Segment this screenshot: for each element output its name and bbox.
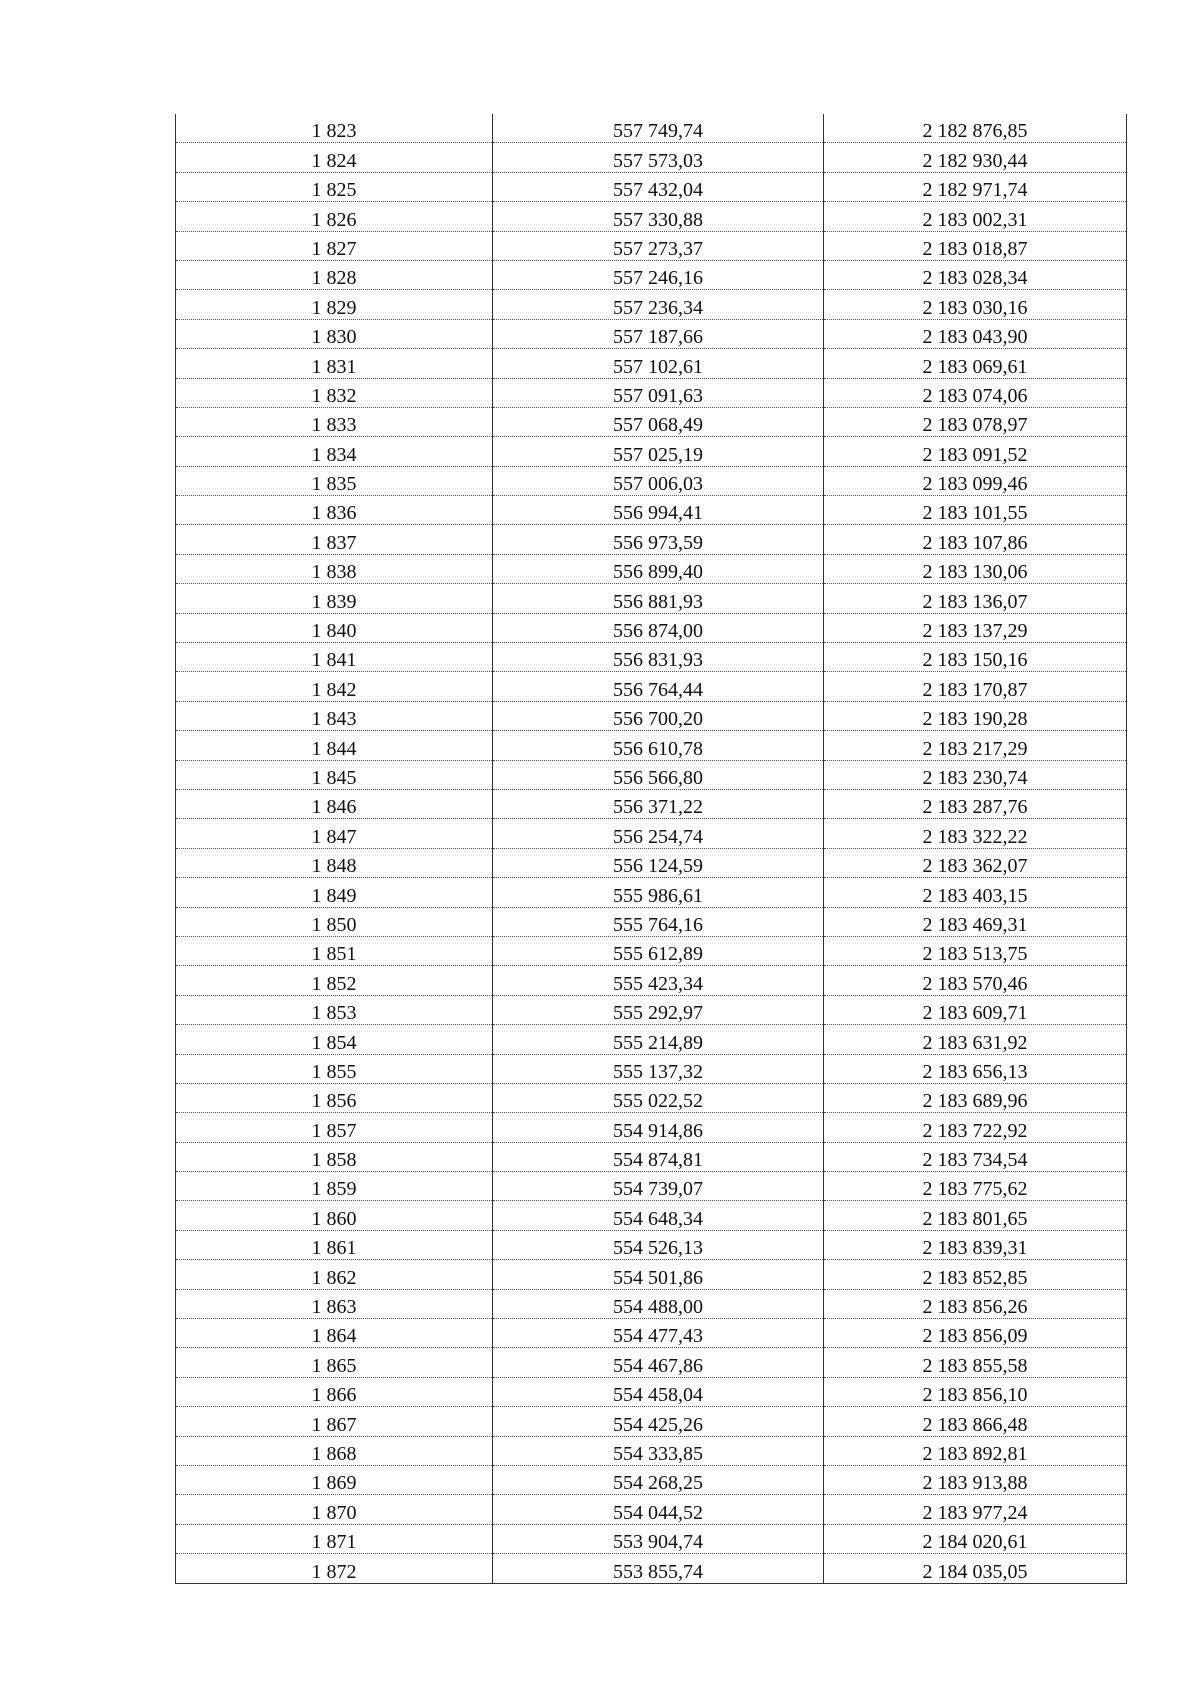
point-number-cell: 1 832 [176, 378, 493, 407]
y-coordinate-cell: 2 182 876,85 [824, 114, 1127, 143]
table-row [176, 319, 1127, 348]
point-number-cell: 1 853 [176, 995, 493, 1024]
point-number-cell: 1 854 [176, 1025, 493, 1054]
point-number-cell: 1 837 [176, 525, 493, 554]
point-number-cell: 1 848 [176, 848, 493, 877]
y-coordinate-cell: 2 183 043,90 [824, 319, 1127, 348]
point-number-cell: 1 868 [176, 1436, 493, 1465]
y-coordinate-cell: 2 183 170,87 [824, 672, 1127, 701]
x-coordinate-cell: 554 477,43 [493, 1319, 824, 1348]
x-coordinate-cell: 554 268,25 [493, 1465, 824, 1494]
table-row [176, 349, 1127, 378]
x-coordinate-cell: 555 292,97 [493, 995, 824, 1024]
point-number-cell: 1 845 [176, 760, 493, 789]
table-row [176, 848, 1127, 877]
y-coordinate-cell: 2 183 892,81 [824, 1436, 1127, 1465]
x-coordinate-cell: 554 488,00 [493, 1289, 824, 1318]
table-row [176, 1495, 1127, 1524]
x-coordinate-cell: 553 904,74 [493, 1524, 824, 1553]
point-number-cell: 1 846 [176, 789, 493, 818]
y-coordinate-cell: 2 183 722,92 [824, 1113, 1127, 1142]
x-coordinate-cell: 556 831,93 [493, 643, 824, 672]
point-number-cell: 1 849 [176, 878, 493, 907]
x-coordinate-cell: 556 764,44 [493, 672, 824, 701]
point-number-cell: 1 840 [176, 613, 493, 642]
y-coordinate-cell: 2 183 856,26 [824, 1289, 1127, 1318]
table-row [176, 290, 1127, 319]
table-row [176, 643, 1127, 672]
y-coordinate-cell: 2 183 403,15 [824, 878, 1127, 907]
table-row [176, 907, 1127, 936]
y-coordinate-cell: 2 183 852,85 [824, 1260, 1127, 1289]
table-row [176, 1172, 1127, 1201]
x-coordinate-cell: 555 214,89 [493, 1025, 824, 1054]
x-coordinate-cell: 556 874,00 [493, 613, 824, 642]
point-number-cell: 1 844 [176, 731, 493, 760]
table-row [176, 407, 1127, 436]
point-number-cell: 1 823 [176, 114, 493, 143]
x-coordinate-cell: 555 423,34 [493, 966, 824, 995]
x-coordinate-cell: 554 739,07 [493, 1172, 824, 1201]
table-row [176, 1524, 1127, 1553]
point-number-cell: 1 865 [176, 1348, 493, 1377]
table-row [176, 1230, 1127, 1259]
table-row [176, 789, 1127, 818]
y-coordinate-cell: 2 183 689,96 [824, 1083, 1127, 1112]
y-coordinate-cell: 2 183 002,31 [824, 202, 1127, 231]
x-coordinate-cell: 557 006,03 [493, 466, 824, 495]
table-row [176, 1054, 1127, 1083]
table-row [176, 1142, 1127, 1171]
point-number-cell: 1 860 [176, 1201, 493, 1230]
x-coordinate-cell: 556 371,22 [493, 789, 824, 818]
point-number-cell: 1 841 [176, 643, 493, 672]
y-coordinate-cell: 2 183 656,13 [824, 1054, 1127, 1083]
coordinates-table [175, 114, 1127, 1584]
point-number-cell: 1 834 [176, 437, 493, 466]
x-coordinate-cell: 555 137,32 [493, 1054, 824, 1083]
x-coordinate-cell: 556 610,78 [493, 731, 824, 760]
y-coordinate-cell: 2 183 030,16 [824, 290, 1127, 319]
table-row [176, 1260, 1127, 1289]
coordinates-table-body [176, 114, 1127, 1583]
point-number-cell: 1 862 [176, 1260, 493, 1289]
point-number-cell: 1 830 [176, 319, 493, 348]
point-number-cell: 1 827 [176, 231, 493, 260]
table-row [176, 613, 1127, 642]
y-coordinate-cell: 2 183 018,87 [824, 231, 1127, 260]
x-coordinate-cell: 557 246,16 [493, 260, 824, 289]
y-coordinate-cell: 2 183 570,46 [824, 966, 1127, 995]
table-row [176, 554, 1127, 583]
point-number-cell: 1 829 [176, 290, 493, 319]
table-row [176, 114, 1127, 143]
y-coordinate-cell: 2 183 839,31 [824, 1230, 1127, 1259]
y-coordinate-cell: 2 183 028,34 [824, 260, 1127, 289]
y-coordinate-cell: 2 183 856,09 [824, 1319, 1127, 1348]
table-row [176, 995, 1127, 1024]
table-row [176, 496, 1127, 525]
table-row [176, 1201, 1127, 1230]
x-coordinate-cell: 553 855,74 [493, 1554, 824, 1583]
table-row [176, 1377, 1127, 1406]
point-number-cell: 1 869 [176, 1465, 493, 1494]
table-row [176, 672, 1127, 701]
point-number-cell: 1 857 [176, 1113, 493, 1142]
x-coordinate-cell: 557 187,66 [493, 319, 824, 348]
x-coordinate-cell: 556 881,93 [493, 584, 824, 613]
y-coordinate-cell: 2 183 078,97 [824, 407, 1127, 436]
table-row [176, 1289, 1127, 1318]
table-row [176, 1436, 1127, 1465]
table-row [176, 584, 1127, 613]
table-row [176, 1083, 1127, 1112]
point-number-cell: 1 835 [176, 466, 493, 495]
point-number-cell: 1 866 [176, 1377, 493, 1406]
point-number-cell: 1 861 [176, 1230, 493, 1259]
x-coordinate-cell: 557 236,34 [493, 290, 824, 319]
x-coordinate-cell: 557 330,88 [493, 202, 824, 231]
point-number-cell: 1 851 [176, 936, 493, 965]
point-number-cell: 1 847 [176, 819, 493, 848]
y-coordinate-cell: 2 183 074,06 [824, 378, 1127, 407]
x-coordinate-cell: 554 044,52 [493, 1495, 824, 1524]
x-coordinate-cell: 554 874,81 [493, 1142, 824, 1171]
y-coordinate-cell: 2 183 136,07 [824, 584, 1127, 613]
y-coordinate-cell: 2 182 971,74 [824, 172, 1127, 201]
point-number-cell: 1 852 [176, 966, 493, 995]
y-coordinate-cell: 2 183 130,06 [824, 554, 1127, 583]
y-coordinate-cell: 2 183 775,62 [824, 1172, 1127, 1201]
table-row [176, 525, 1127, 554]
table-row [176, 819, 1127, 848]
point-number-cell: 1 872 [176, 1554, 493, 1583]
x-coordinate-cell: 555 022,52 [493, 1083, 824, 1112]
table-row [176, 437, 1127, 466]
y-coordinate-cell: 2 183 322,22 [824, 819, 1127, 848]
table-row [176, 1465, 1127, 1494]
point-number-cell: 1 825 [176, 172, 493, 201]
table-row [176, 701, 1127, 730]
y-coordinate-cell: 2 183 107,86 [824, 525, 1127, 554]
x-coordinate-cell: 554 501,86 [493, 1260, 824, 1289]
x-coordinate-cell: 555 764,16 [493, 907, 824, 936]
point-number-cell: 1 871 [176, 1524, 493, 1553]
x-coordinate-cell: 556 700,20 [493, 701, 824, 730]
x-coordinate-cell: 557 273,37 [493, 231, 824, 260]
x-coordinate-cell: 556 566,80 [493, 760, 824, 789]
table-row [176, 966, 1127, 995]
x-coordinate-cell: 556 899,40 [493, 554, 824, 583]
point-number-cell: 1 858 [176, 1142, 493, 1171]
table-row [176, 231, 1127, 260]
point-number-cell: 1 856 [176, 1083, 493, 1112]
y-coordinate-cell: 2 183 977,24 [824, 1495, 1127, 1524]
point-number-cell: 1 843 [176, 701, 493, 730]
x-coordinate-cell: 554 467,86 [493, 1348, 824, 1377]
y-coordinate-cell: 2 183 137,29 [824, 613, 1127, 642]
y-coordinate-cell: 2 183 469,31 [824, 907, 1127, 936]
point-number-cell: 1 828 [176, 260, 493, 289]
x-coordinate-cell: 557 749,74 [493, 114, 824, 143]
point-number-cell: 1 864 [176, 1319, 493, 1348]
table-row [176, 1348, 1127, 1377]
x-coordinate-cell: 557 573,03 [493, 143, 824, 172]
y-coordinate-cell: 2 183 609,71 [824, 995, 1127, 1024]
point-number-cell: 1 836 [176, 496, 493, 525]
table-row [176, 202, 1127, 231]
table-row [176, 1025, 1127, 1054]
y-coordinate-cell: 2 183 230,74 [824, 760, 1127, 789]
x-coordinate-cell: 556 124,59 [493, 848, 824, 877]
y-coordinate-cell: 2 183 734,54 [824, 1142, 1127, 1171]
x-coordinate-cell: 554 914,86 [493, 1113, 824, 1142]
y-coordinate-cell: 2 183 866,48 [824, 1407, 1127, 1436]
y-coordinate-cell: 2 183 801,65 [824, 1201, 1127, 1230]
table-row [176, 1554, 1127, 1583]
y-coordinate-cell: 2 184 035,05 [824, 1554, 1127, 1583]
y-coordinate-cell: 2 183 855,58 [824, 1348, 1127, 1377]
y-coordinate-cell: 2 183 856,10 [824, 1377, 1127, 1406]
y-coordinate-cell: 2 183 150,16 [824, 643, 1127, 672]
table-row [176, 466, 1127, 495]
point-number-cell: 1 870 [176, 1495, 493, 1524]
point-number-cell: 1 863 [176, 1289, 493, 1318]
x-coordinate-cell: 557 102,61 [493, 349, 824, 378]
y-coordinate-cell: 2 183 631,92 [824, 1025, 1127, 1054]
x-coordinate-cell: 557 068,49 [493, 407, 824, 436]
point-number-cell: 1 838 [176, 554, 493, 583]
x-coordinate-cell: 556 973,59 [493, 525, 824, 554]
y-coordinate-cell: 2 183 287,76 [824, 789, 1127, 818]
point-number-cell: 1 833 [176, 407, 493, 436]
table-row [176, 731, 1127, 760]
y-coordinate-cell: 2 183 091,52 [824, 437, 1127, 466]
y-coordinate-cell: 2 183 362,07 [824, 848, 1127, 877]
table-row [176, 1113, 1127, 1142]
y-coordinate-cell: 2 183 913,88 [824, 1465, 1127, 1494]
point-number-cell: 1 839 [176, 584, 493, 613]
table-row [176, 172, 1127, 201]
x-coordinate-cell: 554 526,13 [493, 1230, 824, 1259]
x-coordinate-cell: 555 986,61 [493, 878, 824, 907]
x-coordinate-cell: 554 648,34 [493, 1201, 824, 1230]
table-row [176, 260, 1127, 289]
point-number-cell: 1 831 [176, 349, 493, 378]
point-number-cell: 1 826 [176, 202, 493, 231]
point-number-cell: 1 867 [176, 1407, 493, 1436]
point-number-cell: 1 842 [176, 672, 493, 701]
y-coordinate-cell: 2 183 513,75 [824, 936, 1127, 965]
x-coordinate-cell: 557 091,63 [493, 378, 824, 407]
x-coordinate-cell: 554 458,04 [493, 1377, 824, 1406]
table-row [176, 936, 1127, 965]
y-coordinate-cell: 2 183 099,46 [824, 466, 1127, 495]
table-row [176, 143, 1127, 172]
table-row [176, 378, 1127, 407]
table-row [176, 760, 1127, 789]
point-number-cell: 1 824 [176, 143, 493, 172]
point-number-cell: 1 859 [176, 1172, 493, 1201]
y-coordinate-cell: 2 182 930,44 [824, 143, 1127, 172]
table-row [176, 1407, 1127, 1436]
y-coordinate-cell: 2 183 190,28 [824, 701, 1127, 730]
y-coordinate-cell: 2 183 069,61 [824, 349, 1127, 378]
y-coordinate-cell: 2 184 020,61 [824, 1524, 1127, 1553]
y-coordinate-cell: 2 183 217,29 [824, 731, 1127, 760]
x-coordinate-cell: 556 994,41 [493, 496, 824, 525]
point-number-cell: 1 850 [176, 907, 493, 936]
x-coordinate-cell: 554 333,85 [493, 1436, 824, 1465]
point-number-cell: 1 855 [176, 1054, 493, 1083]
x-coordinate-cell: 557 025,19 [493, 437, 824, 466]
x-coordinate-cell: 555 612,89 [493, 936, 824, 965]
x-coordinate-cell: 554 425,26 [493, 1407, 824, 1436]
x-coordinate-cell: 557 432,04 [493, 172, 824, 201]
x-coordinate-cell: 556 254,74 [493, 819, 824, 848]
table-row [176, 878, 1127, 907]
table-row [176, 1319, 1127, 1348]
y-coordinate-cell: 2 183 101,55 [824, 496, 1127, 525]
